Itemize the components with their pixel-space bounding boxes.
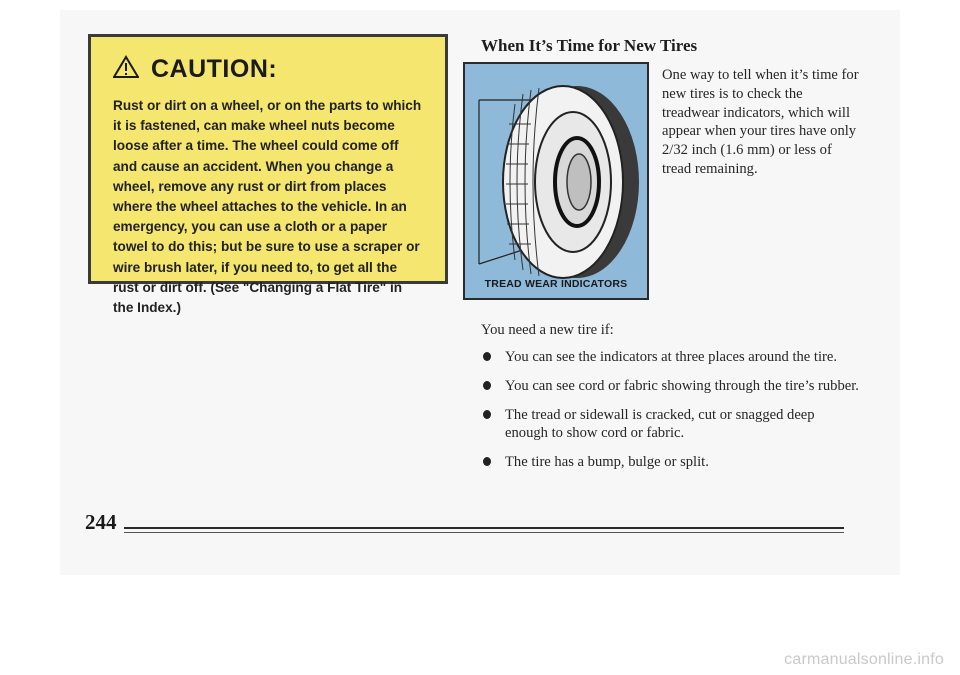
caution-title: CAUTION: bbox=[151, 55, 278, 83]
bullet-icon bbox=[483, 457, 491, 466]
page-number: 244 bbox=[85, 510, 117, 534]
caution-text: Rust or dirt on a wheel, or on the parts to which it is fastened, can make wheel nuts become loose after a time. The wheel could come off and cause an accident. When you change a wheel, remove any rust or dirt from places where the wheel attaches to the vehicle. In an emergency, you can use a cloth or a paper towel to do this; but be sure to use a scraper or wire brush later, if you need to, to get all the rust or dirt off. (See "Changing a Flat Tire" in the Index.) bbox=[113, 98, 422, 316]
warning-triangle-icon bbox=[113, 55, 139, 84]
list-item: The tread or sidewall is cracked, cut or snagged deep enough to show cord or fabric. bbox=[481, 406, 861, 442]
bullet-icon bbox=[483, 410, 491, 419]
bullet-icon bbox=[483, 352, 491, 361]
watermark: carmanualsonline.info bbox=[784, 651, 944, 668]
list-item: The tire has a bump, bulge or split. bbox=[481, 453, 861, 471]
caution-header bbox=[113, 55, 423, 84]
figure-caption: TREAD WEAR INDICATORS bbox=[484, 278, 628, 290]
section-heading: When It’s Time for New Tires bbox=[481, 36, 698, 55]
tire-illustration bbox=[465, 64, 647, 298]
caution-box bbox=[88, 34, 448, 316]
footer-rule-thin bbox=[124, 532, 844, 533]
list-item: You can see cord or fabric showing through the tire’s rubber. bbox=[481, 377, 861, 395]
intro-text: You need a new tire if: bbox=[481, 322, 614, 338]
tire-figure bbox=[463, 62, 649, 300]
list-item: You can see the indicators at three places around the tire. bbox=[481, 348, 861, 366]
side-paragraph: One way to tell when it’s time for new tires is to check the treadwear indicators, which will appear when your tires have only 2/32 inch (1.6 mm) or less of tread remaining. bbox=[662, 67, 859, 177]
criteria-list bbox=[481, 348, 861, 482]
footer-rule bbox=[124, 527, 844, 529]
bullet-icon bbox=[483, 381, 491, 390]
